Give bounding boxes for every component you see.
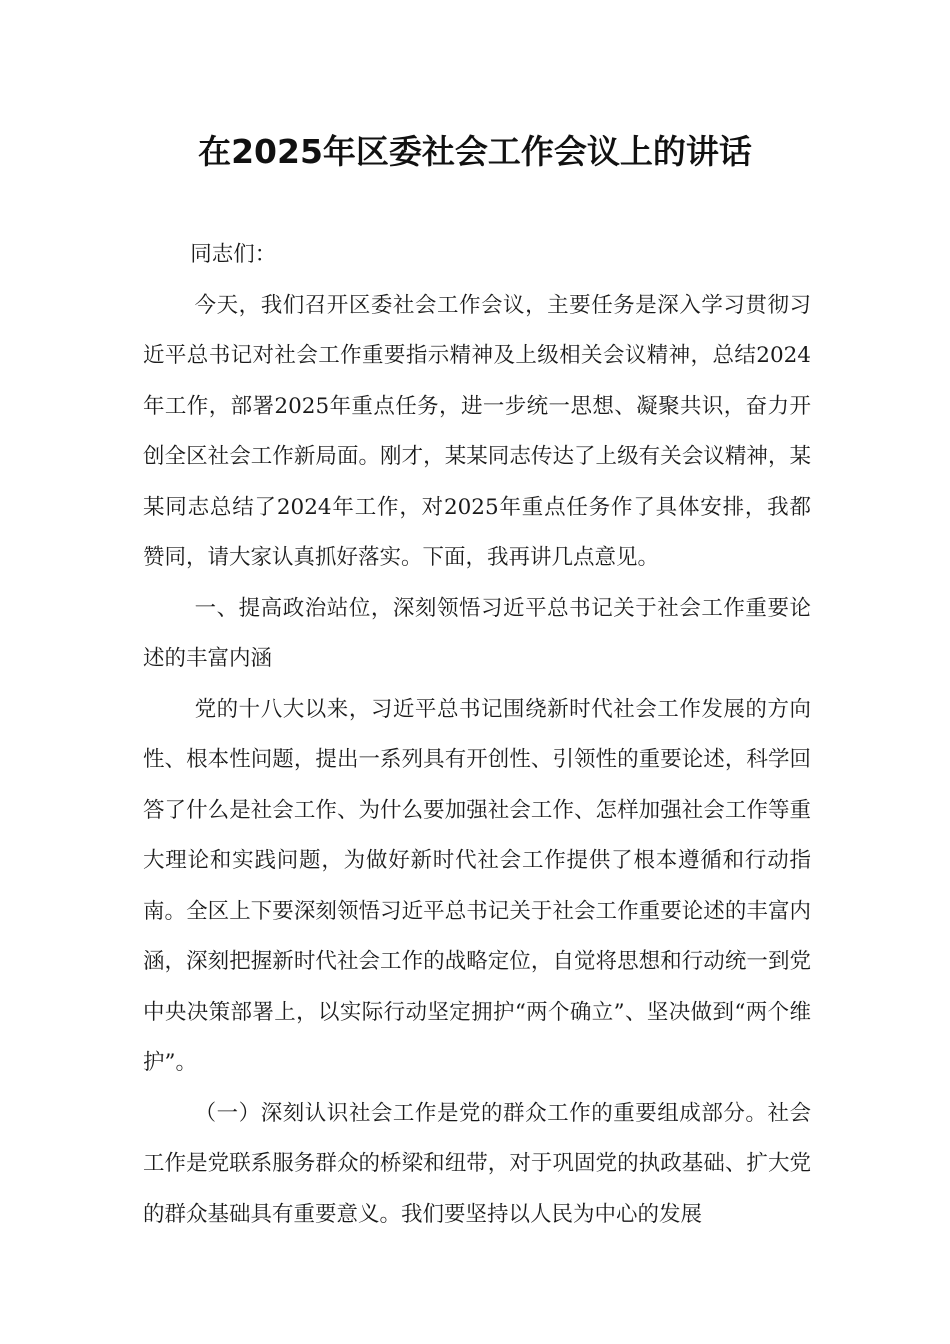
document-title: 在2025年区委社会工作会议上的讲话 bbox=[198, 132, 752, 171]
salutation: 同志们： bbox=[190, 242, 277, 267]
paragraph-opening: 今天，我们召开区委社会工作会议，主要任务是深入学习贯彻习近平总书记对社会工作重要指示精神及上级相关会议精神，总结2024年工作，部署2025年重点任务，进一步统一思想、凝聚共识，奋力开创全区社会工作新局面。刚才，某某同志传达了上级有关会议精神，某某同志总结了2024年工作，对2025年重点任务作了具体安排，我都赞同，请大家认真抓好落实。下面，我再讲几点意见。 bbox=[143, 292, 811, 570]
paragraph-subsection-1: （一）深刻认识社会工作是党的群众工作的重要组成部分。社会工作是党联系服务群众的桥梁和纽带，对于巩固党的执政基础、扩大党的群众基础具有重要意义。我们要坚持以人民为中心的发展 bbox=[143, 1100, 811, 1227]
section-heading-1: 一、提高政治站位，深刻领悟习近平总书记关于社会工作重要论述的丰富内涵 bbox=[143, 595, 811, 671]
paragraph-section-1: 党的十八大以来，习近平总书记围绕新时代社会工作发展的方向性、根本性问题，提出一系列具有开创性、引领性的重要论述，科学回答了什么是社会工作、为什么要加强社会工作、怎样加强社会工作等重大理论和实践问题，为做好新时代社会工作提供了根本遵循和行动指南。全区上下要深刻领悟习近平总书记关于社会工作重要论述的丰富内涵，深刻把握新时代社会工作的战略定位，自觉将思想和行动统一到党中央决策部署上，以实际行动坚定拥护“两个确立”、坚决做到“两个维护”。 bbox=[143, 696, 811, 1075]
document-body bbox=[143, 230, 811, 1240]
